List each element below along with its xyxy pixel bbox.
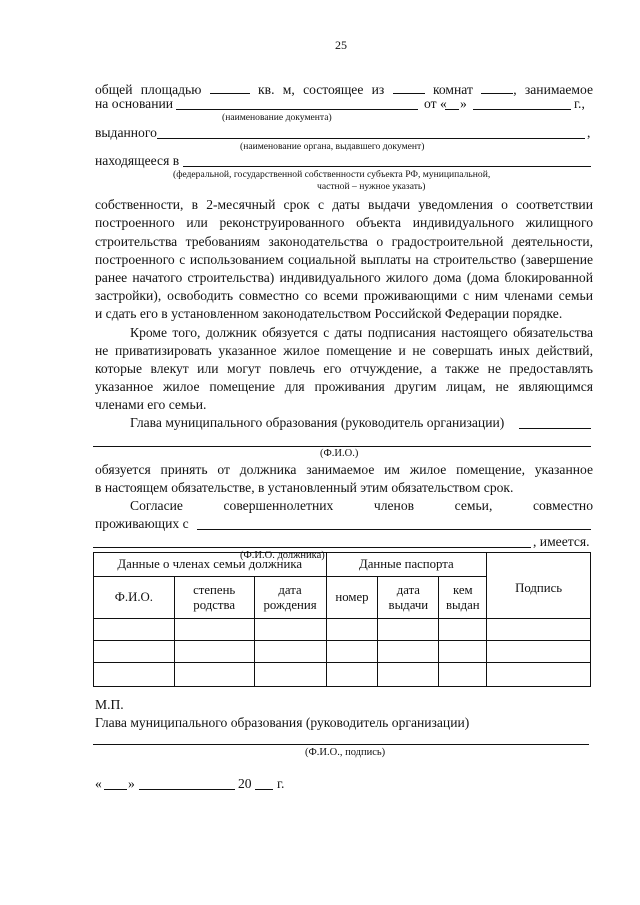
consent-field-1[interactable] — [197, 529, 591, 530]
issued-field[interactable] — [157, 138, 585, 139]
paragraph-line: которые влекут или могут повлечь его отчуждение, а также не предоставлять — [95, 361, 593, 376]
caption-document: (наименование документа) — [222, 112, 332, 123]
header-issued-by: кем выдан — [439, 577, 487, 619]
rooms-label: кв. м, состоящее из — [258, 82, 385, 97]
ownership-field[interactable] — [183, 166, 591, 167]
issued-label: выданного — [95, 125, 157, 140]
rooms-field[interactable] — [393, 81, 425, 94]
area-label: общей площадью — [95, 82, 202, 97]
paragraph-line: построенного с использованием социальной выплаты на строительство (завершение — [95, 252, 593, 267]
caption-issuing-body: (наименование органа, выдавшего документ) — [240, 141, 425, 152]
date-day-field[interactable] — [104, 789, 127, 790]
header-passport-data: Данные паспорта — [326, 553, 487, 577]
page-number: 25 — [335, 38, 347, 52]
located-label: находящееся в — [95, 153, 180, 168]
head-line-label: Глава муниципального образования (руководитель организации) — [130, 415, 505, 430]
caption-ownership-2: частной – нужное указать) — [317, 181, 426, 192]
rooms-count-field[interactable] — [481, 81, 513, 94]
footer-fio-sign-field[interactable] — [93, 744, 589, 745]
paragraph-line: построенного или реконструированного объекта индивидуального жилищного — [95, 215, 593, 230]
paragraph-line: застройки), освободить совместно со всеми проживающими с ним членами семьи — [95, 288, 593, 303]
footer-head-line: Глава муниципального образования (руководитель организации) — [95, 715, 470, 730]
consent-line: Согласие совершеннолетних членов семьи, совместно — [130, 498, 593, 513]
table-row — [94, 619, 591, 641]
caption-ownership-1: (федеральной, государственной собственности субъекта РФ, муниципальной, — [173, 169, 491, 180]
head-fio-field-short[interactable] — [519, 428, 591, 429]
paragraph-line: обязуется принять от должника занимаемое им жилое помещение, указанное — [95, 462, 593, 477]
family-members-table — [93, 552, 591, 687]
paragraph-line: и сдать его в установленном законодательством Российской Федерации порядке. — [95, 306, 563, 321]
date-month-field[interactable] — [139, 789, 235, 790]
basis-date-open: от « — [424, 96, 447, 111]
paragraph-line: указанное жилое помещение для проживания другим лицам, не являющимся — [95, 379, 593, 394]
stamp-label: М.П. — [95, 697, 124, 712]
caption-debtor: (Ф.И.О. должника) — [240, 550, 325, 561]
header-passport-number: номер — [326, 577, 378, 619]
issued-comma: , — [587, 125, 591, 140]
caption-fio: (Ф.И.О.) — [320, 448, 359, 459]
date-open-quote: « — [95, 776, 102, 791]
paragraph-line: Кроме того, должник обязуется с даты подписания настоящего обязательства — [130, 325, 593, 340]
basis-field[interactable] — [176, 109, 418, 110]
paragraph-line: в настоящем обязательстве, в установленный этим обязательством срок. — [95, 480, 514, 495]
area-field[interactable] — [210, 81, 250, 94]
paragraph-line: не приватизировать указанное жилое помещение и не совершать иных действий, — [95, 343, 593, 358]
basis-label: на основании — [95, 96, 174, 111]
table-row — [94, 663, 591, 687]
rooms-unit: комнат — [432, 82, 473, 97]
date-year-prefix: 20 — [238, 776, 252, 791]
header-fio: Ф.И.О. — [94, 577, 175, 619]
header-family-data: Данные о членах семьи должника — [94, 553, 327, 577]
paragraph-line: ранее начатого строительства) индивидуального жилого дома (дома блокированной — [95, 270, 593, 285]
paragraph-line: членами его семьи. — [95, 397, 207, 412]
date-close-quote: » — [128, 776, 135, 791]
date-year-suffix: г. — [277, 776, 285, 791]
occupied-label: , занимаемое — [513, 82, 594, 97]
date-year-field[interactable] — [255, 789, 273, 790]
consent-suffix: , имеется. — [533, 534, 590, 549]
caption-fio-signature: (Ф.И.О., подпись) — [305, 747, 386, 758]
header-relation: степень родства — [174, 577, 254, 619]
head-fio-field[interactable] — [93, 446, 591, 447]
consent-residing-label: проживающих с — [95, 516, 189, 531]
table-row — [94, 641, 591, 663]
basis-date-close: » — [460, 96, 467, 111]
header-signature: Подпись — [487, 553, 591, 619]
paragraph-line: строительства требованиям законодательства о градостроительной деятельности, — [95, 234, 593, 249]
basis-month-field[interactable] — [473, 109, 571, 110]
consent-field-2[interactable] — [93, 547, 531, 548]
basis-day-field[interactable] — [445, 109, 459, 110]
basis-year-suffix: г., — [574, 96, 585, 111]
header-issue-date: дата выдачи — [378, 577, 439, 619]
header-birth-date: дата рождения — [254, 577, 326, 619]
paragraph-line: собственности, в 2-месячный срок с даты выдачи уведомления о соответствии — [95, 197, 593, 212]
